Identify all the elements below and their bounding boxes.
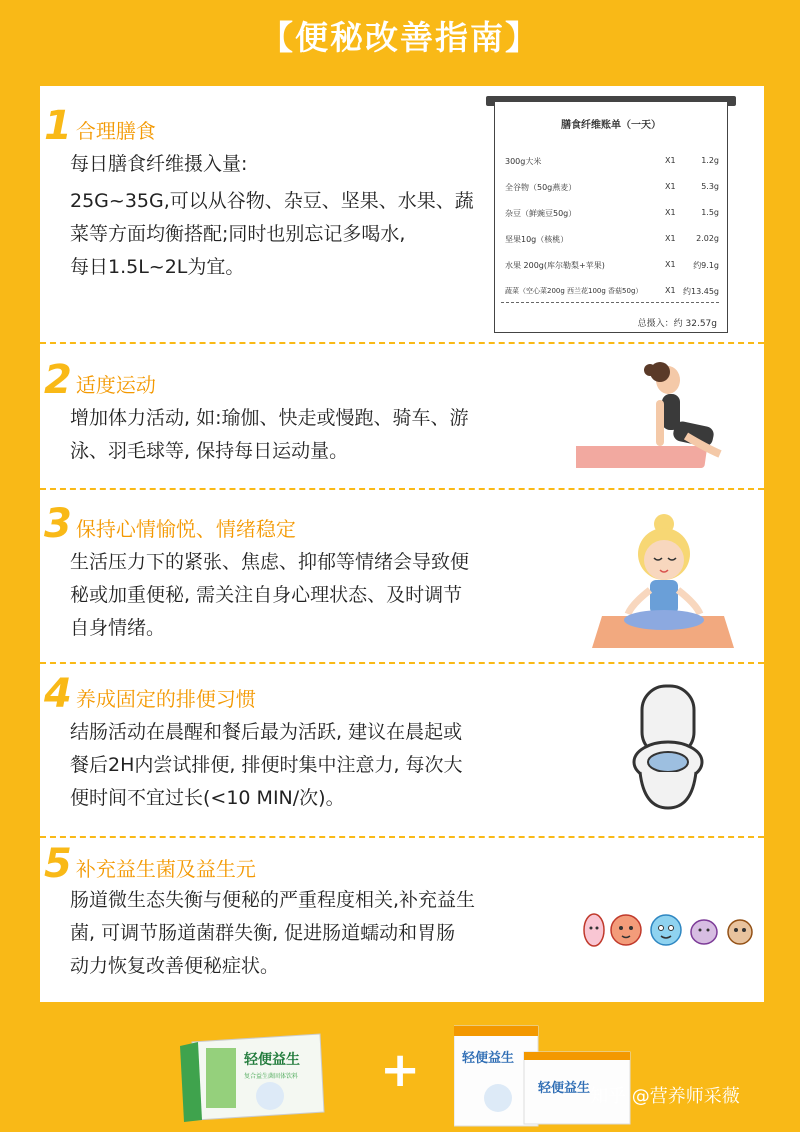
receipt-amount: 1.5g (701, 208, 719, 217)
receipt-qty: X1 (665, 260, 676, 269)
meditation-icon (588, 514, 738, 656)
bacteria-faces-icon (580, 904, 754, 954)
body-line: 肠道微生态失衡与便秘的严重程度相关,补充益生 (70, 889, 476, 911)
receipt-total: 总摄入：约 32.57g (637, 319, 717, 329)
receipt-item: 蔬菜（空心菜200g 西兰花100g 香菇50g） (505, 287, 643, 295)
section-divider (40, 342, 764, 344)
section-number: 1 (44, 103, 72, 149)
fiber-receipt (486, 96, 736, 336)
receipt-amount: 1.2g (701, 156, 719, 165)
receipt-item: 全谷物（50g燕麦） (505, 183, 577, 192)
section-title: 养成固定的排便习惯 (75, 687, 256, 711)
section-title: 适度运动 (75, 373, 156, 397)
body-line: 每日膳食纤维摄入量: (70, 153, 248, 175)
receipt-amount: 约13.45g (683, 287, 719, 296)
guide-panel (40, 86, 764, 1002)
receipt-qty: X1 (665, 156, 676, 165)
yoga-cobra-icon (576, 356, 726, 476)
receipt-item: 杂豆（鲜豌豆50g） (505, 209, 577, 218)
section-5-header (44, 841, 256, 887)
section-title: 合理膳食 (75, 119, 156, 143)
body-line: 自身情绪。 (70, 617, 166, 639)
body-line: 25G~35G,可以从谷物、杂豆、坚果、水果、蔬 (70, 190, 474, 212)
section-2-body (70, 402, 468, 468)
section-number: 5 (44, 841, 72, 887)
section-1-header (44, 103, 156, 149)
receipt-divider (501, 302, 719, 303)
sachet-brand-left: 轻便益生 (462, 1051, 515, 1066)
receipt-row (505, 208, 719, 222)
receipt-amount: 5.3g (701, 182, 719, 191)
section-4-body (70, 716, 463, 815)
page-title: 【便秘改善指南】 (260, 18, 540, 57)
section-4-header (44, 671, 256, 717)
receipt-qty: X1 (665, 234, 676, 243)
receipt-paper (494, 102, 728, 333)
body-line: 结肠活动在晨醒和餐后最为活跃, 建议在晨起或 (70, 721, 463, 743)
section-divider (40, 488, 764, 490)
receipt-amount: 2.02g (696, 234, 719, 243)
section-divider (40, 662, 764, 664)
body-line: 便时间不宜过长(<10 MIN/次)。 (70, 787, 345, 809)
body-line: 动力恢复改善便秘症状。 (70, 955, 280, 977)
receipt-title: 膳食纤维账单（一天） (561, 120, 661, 131)
receipt-item: 300g大米 (505, 157, 542, 166)
body-line: 每日1.5L~2L为宜。 (70, 256, 245, 278)
plus-sign: + (380, 1042, 421, 1098)
body-line: 餐后2H内尝试排便, 排便时集中注意力, 每次大 (70, 754, 463, 776)
receipt-row (505, 286, 719, 300)
receipt-qty: X1 (665, 208, 676, 217)
receipt-item: 水果 200g(库尔勒梨+苹果) (505, 261, 605, 270)
body-line: 菜等方面均衡搭配;同时也别忘记多喝水, (70, 223, 406, 245)
section-title: 补充益生菌及益生元 (75, 857, 256, 881)
receipt-row (505, 182, 719, 196)
product-box-icon (180, 1030, 328, 1122)
product-sachet-icon (454, 1022, 634, 1130)
section-title: 保持心情愉悦、情绪稳定 (75, 517, 296, 541)
section-1-body (70, 148, 474, 284)
receipt-qty: X1 (665, 182, 676, 191)
sachet-brand-right: 轻便益生 (538, 1081, 591, 1096)
receipt-qty: X1 (665, 286, 676, 295)
section-number: 4 (44, 671, 72, 717)
body-line: 泳、羽毛球等, 保持每日运动量。 (70, 440, 349, 462)
box-subtitle: 复合益生菌固体饮料 (244, 1073, 299, 1080)
body-line: 生活压力下的紧张、焦虑、抑郁等情绪会导致便 (70, 551, 470, 573)
product-area (0, 1002, 800, 1132)
toilet-icon (628, 682, 708, 814)
body-line: 秘或加重便秘, 需关注自身心理状态、及时调节 (70, 584, 463, 606)
receipt-row (505, 156, 719, 170)
receipt-amount: 约9.1g (693, 261, 719, 270)
section-divider (40, 836, 764, 838)
body-line: 增加体力活动, 如:瑜伽、快走或慢跑、骑车、游 (70, 407, 469, 429)
watermark: 知乎 @营养师采薇 (590, 1086, 740, 1107)
section-number: 3 (44, 501, 72, 547)
section-5-body (70, 884, 475, 983)
section-number: 2 (44, 357, 72, 403)
receipt-row (505, 234, 719, 248)
receipt-item: 坚果10g（核桃） (505, 235, 569, 244)
body-line: 菌, 可调节肠道菌群失衡, 促进肠道蠕动和胃肠 (70, 922, 456, 944)
box-brand: 轻便益生 (244, 1052, 300, 1068)
section-2-header (44, 357, 156, 403)
section-3-header (44, 501, 296, 547)
receipt-row (505, 260, 719, 274)
section-3-body (70, 546, 469, 645)
